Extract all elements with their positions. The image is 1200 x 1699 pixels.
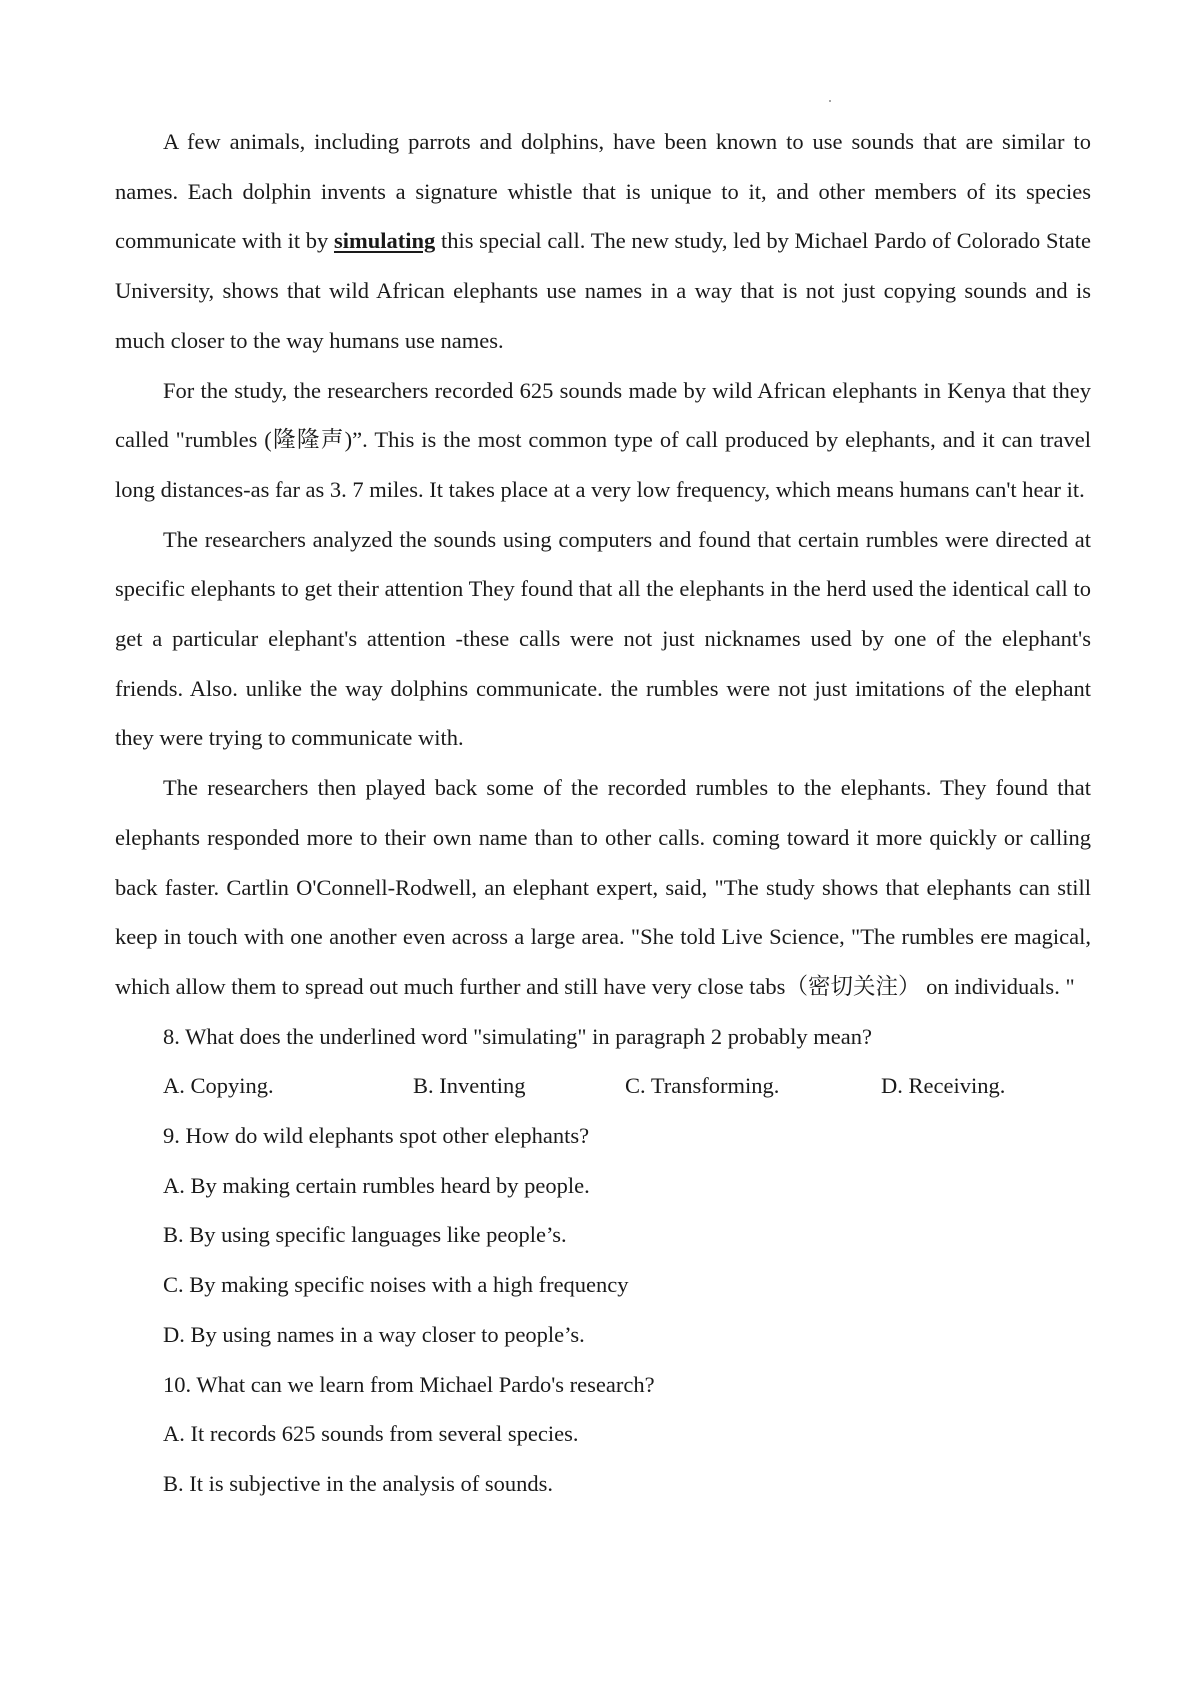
question-8-option-c: C. Transforming. — [625, 1073, 780, 1099]
paragraph-1-text-end: this special call. The new study, led by Michael Pardo of Colorado State University, shows that wild African elephants use names in a way that is not just copying sounds and is much closer to the way humans use names. — [115, 228, 1091, 353]
question-8-options — [115, 1061, 1091, 1111]
question-10-stem: 10. What can we learn from Michael Pardo's research? — [163, 1371, 655, 1397]
passage-paragraph-3: The researchers analyzed the sounds using computers and found that certain rumbles were directed at specific elephants to get their attention They found that all the elephants in the herd used the identical call to get a particular elephant's attention -these calls were not just nicknames used by one of the elephant's friends. Also. unlike the way dolphins communicate. the rumbles were not just imitations of the elephant they were trying to communicate with. — [115, 526, 1091, 751]
question-9-stem: 9. How do wild elephants spot other elephants? — [163, 1123, 590, 1149]
question-8 — [115, 1012, 1091, 1111]
question-10-option-b: B. It is subjective in the analysis of sounds. — [163, 1470, 553, 1496]
question-8-option-d: D. Receiving. — [881, 1073, 1006, 1099]
question-8-option-b: B. Inventing — [413, 1073, 526, 1099]
question-8-stem: 8. What does the underlined word "simulating" in paragraph 2 probably mean? — [163, 1023, 873, 1049]
paragraph-1-text-start: A few animals, including parrots and dolphins, have been known to use sounds that are similar to names. Each dolphin invents a signature whistle that is unique to it, and other members of its species communicate with it by — [115, 129, 1091, 254]
passage-paragraph-4: The researchers then played back some of the recorded rumbles to the elephants. They found that elephants responded more to their own name than to other calls. coming toward it more quickly or calling back faster. Cartlin O'Connell-Rodwell, an elephant expert, said, "The study shows that elephants can still keep in touch with one another even across a large area. "She told Live Science, "The rumbles ere magical, which allow them to spread out much further and still have very close tabs（密切关注） on individuals. " — [115, 775, 1091, 999]
question-9 — [115, 1111, 1091, 1360]
question-9-option-b: B. By using specific languages like people’s. — [163, 1222, 567, 1248]
question-8-option-a: A. Copying. — [163, 1073, 274, 1099]
passage-paragraph-1 — [115, 117, 1091, 366]
passage-paragraph-2: For the study, the researchers recorded 625 sounds made by wild African elephants in Kenya that they called "rumbles (隆隆声)”. This is the most common type of call produced by elephants, and it can travel long distances-as far as 3. 7 miles. It takes place at a very low frequency, which means humans can't hear it. — [115, 377, 1091, 502]
question-9-option-c: C. By making specific noises with a high frequency — [163, 1272, 629, 1298]
scan-speck — [829, 100, 831, 102]
question-10-option-a: A. It records 625 sounds from several species. — [163, 1421, 579, 1447]
question-9-option-a: A. By making certain rumbles heard by people. — [163, 1172, 590, 1198]
underlined-word-simulating: simulating — [333, 228, 436, 254]
question-10 — [115, 1360, 1091, 1509]
question-9-option-d: D. By using names in a way closer to people’s. — [163, 1321, 585, 1347]
document-page — [115, 117, 1091, 1509]
